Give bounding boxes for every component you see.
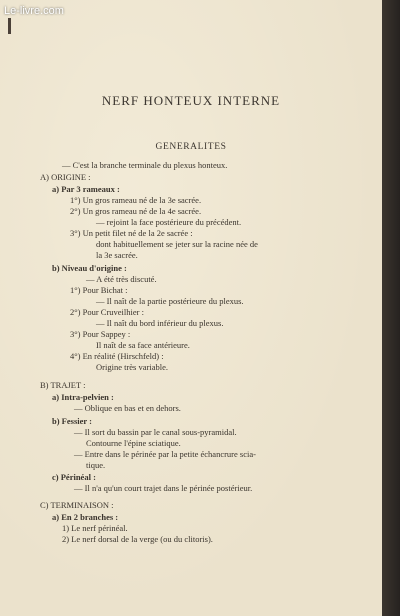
text-line: 2°) Pour Cruveilhier : — [70, 307, 144, 317]
text-line: 2°) Un gros rameau né de la 4e sacrée. — [70, 206, 202, 216]
text-line: tique. — [86, 460, 106, 470]
page-edge-shadow — [382, 0, 400, 616]
binding-mark — [8, 18, 11, 34]
text-line: — A été très discuté. — [86, 274, 157, 284]
text-line: — Il naît du bord inférieur du plexus. — [96, 318, 224, 328]
text-line: la 3e sacrée. — [96, 250, 138, 260]
text-line: — rejoint la face postérieure du précédent. — [96, 217, 242, 227]
text-line: — C'est la branche terminale du plexus honteux. — [62, 160, 228, 170]
text-line: 1) Le nerf périnéal. — [62, 523, 128, 533]
text-line: B) TRAJET : — [40, 380, 86, 390]
text-line: 1°) Un gros rameau né de la 3e sacrée. — [70, 195, 202, 205]
text-line: dont habituellement se jeter sur la racine née de — [96, 239, 258, 249]
watermark: Le-livre.com — [4, 5, 64, 17]
text-line: 2) Le nerf dorsal de la verge (ou du clitoris). — [62, 534, 213, 544]
text-line: 3°) Pour Sappey : — [70, 329, 131, 339]
text-line: Contourne l'épine sciatique. — [86, 438, 181, 448]
text-line: — Il n'a qu'un court trajet dans le périnée postérieur. — [74, 483, 253, 493]
text-line: — Il naît de la partie postérieure du plexus. — [96, 296, 244, 306]
text-line: C) TERMINAISON : — [40, 500, 114, 510]
text-line: — Entre dans le périnée par la petite échancrure scia- — [74, 449, 256, 459]
text-line: a) Intra-pelvien : — [52, 392, 114, 402]
page-title: NERF HONTEUX INTERNE — [101, 93, 281, 108]
text-line: a) Par 3 rameaux : — [52, 184, 120, 194]
text-line: b) Niveau d'origine : — [52, 263, 127, 273]
text-line: 4°) En réalité (Hirschfeld) : — [70, 351, 164, 361]
text-line: Il naît de sa face antérieure. — [96, 340, 190, 350]
text-line: b) Fessier : — [52, 416, 92, 426]
text-line: 3°) Un petit filet né de la 2e sacrée : — [70, 228, 193, 238]
text-line: Origine très variable. — [96, 362, 168, 372]
section-title: GENERALITES — [155, 142, 227, 152]
text-line: a) En 2 branches : — [52, 512, 119, 522]
text-line: 1°) Pour Bichat : — [70, 285, 128, 295]
text-line: c) Périnéal : — [52, 472, 96, 482]
text-line: A) ORIGINE : — [40, 172, 91, 182]
text-line: — Il sort du bassin par le canal sous-pyramidal. — [74, 427, 237, 437]
text-line: — Oblique en bas et en dehors. — [74, 403, 181, 413]
